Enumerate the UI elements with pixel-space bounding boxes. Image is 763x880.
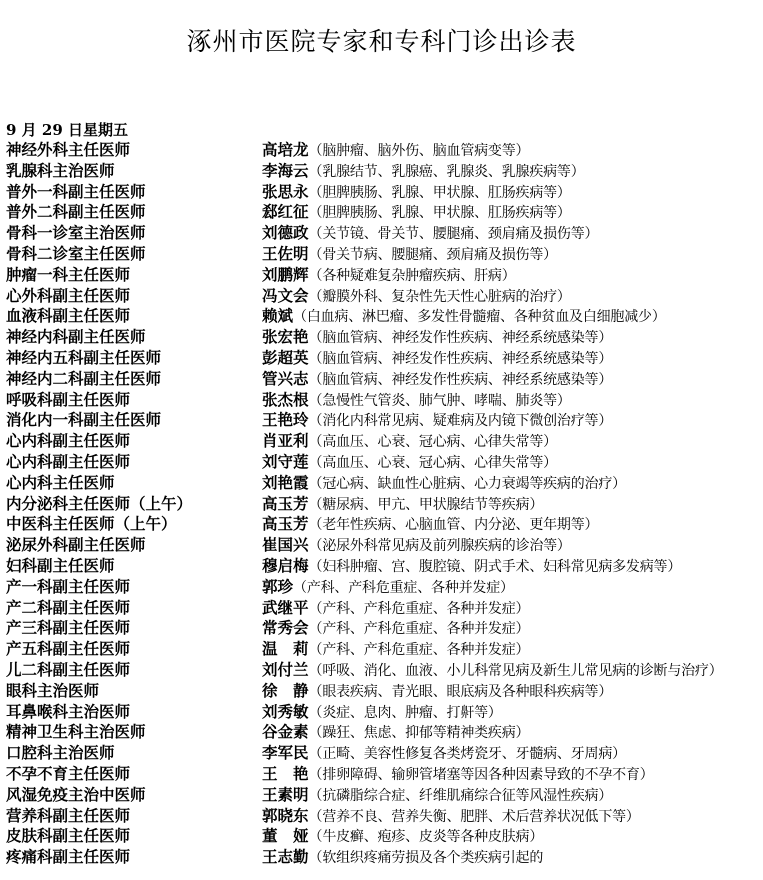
department-title: 眼科主治医师 (6, 680, 100, 700)
doctor-specialty: （牛皮癣、疱疹、皮炎等各种皮肤病） (308, 829, 544, 846)
department-title: 疼痛科副主任医师 (6, 847, 131, 867)
schedule-row (0, 327, 763, 348)
schedule-list (0, 140, 763, 868)
schedule-row (0, 806, 763, 827)
doctor-specialty: （产科、产科危重症、各种并发症） (308, 600, 530, 617)
doctor-entry (262, 182, 571, 204)
doctor-entry (262, 722, 529, 744)
doctor-specialty: （呼吸、消化、血液、小儿科常见病及新生儿常见病的诊断与治疗） (308, 662, 723, 679)
doctor-specialty: （关节镜、骨关节、腰腿痛、颈肩痛及损伤等） (308, 226, 599, 243)
department-title: 肿瘤一科主任医师 (6, 264, 131, 284)
schedule-row (0, 847, 763, 868)
department-title: 骨科二诊室主任医师 (6, 243, 146, 263)
doctor-specialty: （糖尿病、甲亢、甲状腺结节等疾病） (308, 496, 544, 513)
department-title: 神经内科副主任医师 (6, 327, 146, 347)
doctor-name: 谷金素 (262, 722, 309, 742)
department-title: 心内科主任医师 (6, 472, 115, 492)
doctor-specialty: （老年性疾病、心脑血管、内分泌、更年期等） (308, 517, 599, 534)
doctor-specialty: （产科、产科危重症、各种并发症） (293, 579, 514, 596)
schedule-row (0, 556, 763, 577)
department-title: 口腔科主治医师 (6, 743, 115, 763)
doctor-specialty: （胆脾胰肠、乳腺、甲状腺、肛肠疾病等） (308, 205, 571, 222)
doctor-entry (262, 514, 598, 536)
department-title: 普外一科副主任医师 (6, 181, 146, 201)
doctor-name: 张思永 (262, 181, 309, 201)
department-title: 产五科副主任医师 (6, 639, 131, 659)
department-title: 乳腺科主治医师 (6, 160, 115, 180)
doctor-name: 郭珍 (262, 576, 294, 596)
schedule-row (0, 390, 763, 411)
doctor-entry (262, 327, 612, 349)
doctor-entry (262, 202, 571, 224)
doctor-entry (262, 577, 514, 599)
doctor-specialty: （软组织疼痛劳损及各个类疾病引起的 (308, 850, 544, 867)
doctor-entry (262, 639, 529, 661)
doctor-name: 穆启梅 (262, 555, 309, 575)
schedule-row (0, 431, 763, 452)
doctor-name: 常秀会 (262, 618, 309, 638)
schedule-row (0, 265, 763, 286)
schedule-row (0, 722, 763, 743)
department-title: 血液科副主任医师 (6, 306, 131, 326)
doctor-entry (262, 598, 529, 620)
doctor-specialty: （乳腺结节、乳腺癌、乳腺炎、乳腺疾病等） (308, 163, 585, 180)
schedule-date: 9 月 29 日星期五 (6, 121, 128, 139)
schedule-row (0, 494, 763, 515)
doctor-entry (262, 785, 612, 807)
doctor-name: 刘艳霞 (262, 472, 309, 492)
schedule-row (0, 618, 763, 639)
doctor-specialty: （各种疑难复杂肿瘤疾病、肝病） (308, 267, 516, 284)
doctor-entry (262, 702, 502, 724)
doctor-entry (262, 431, 557, 453)
doctor-entry (262, 743, 626, 765)
doctor-name: 高玉芳 (262, 493, 309, 513)
schedule-row (0, 535, 763, 556)
doctor-entry (262, 556, 681, 578)
schedule-row (0, 598, 763, 619)
schedule-row (0, 681, 763, 702)
department-title: 儿二科副主任医师 (6, 659, 131, 679)
doctor-specialty: （骨关节病、腰腿痛、颈肩痛及损伤等） (308, 246, 557, 263)
doctor-specialty: （高血压、心衰、冠心病、心律失常等） (308, 454, 557, 471)
doctor-name: 崔国兴 (262, 535, 309, 555)
doctor-name: 管兴志 (262, 368, 309, 388)
schedule-row (0, 202, 763, 223)
schedule-row (0, 764, 763, 785)
doctor-specialty: （脑血管病、神经发作性疾病、神经系统感染等） (308, 330, 613, 347)
schedule-row (0, 348, 763, 369)
doctor-entry (262, 369, 612, 391)
doctor-name: 赖斌 (262, 306, 294, 326)
schedule-row (0, 514, 763, 535)
department-title: 心内科副主任医师 (6, 451, 131, 471)
department-title: 心外科副主任医师 (6, 285, 131, 305)
doctor-name: 刘鹏辉 (262, 264, 309, 284)
schedule-row (0, 743, 763, 764)
department-title: 神经外科主任医师 (6, 140, 131, 159)
doctor-entry (262, 265, 516, 287)
doctor-specialty: （脑肿瘤、脑外伤、脑血管病变等） (308, 143, 530, 159)
doctor-name: 王佐明 (262, 243, 309, 263)
department-title: 皮肤科副主任医师 (6, 826, 131, 846)
department-title: 神经内五科副主任医师 (6, 347, 162, 367)
doctor-entry (262, 452, 557, 474)
schedule-row (0, 306, 763, 327)
department-title: 精神卫生科主治医师 (6, 722, 146, 742)
schedule-row (0, 140, 763, 161)
doctor-name: 张宏艳 (262, 327, 309, 347)
doctor-name: 王志勤 (262, 847, 309, 867)
doctor-name: 王 艳 (262, 763, 309, 783)
doctor-name: 李军民 (262, 743, 309, 763)
schedule-row (0, 639, 763, 660)
doctor-specialty: （冠心病、缺血性心脏病、心力衰竭等疾病的治疗） (308, 475, 626, 492)
schedule-row (0, 577, 763, 598)
doctor-entry (262, 140, 529, 162)
doctor-entry (262, 681, 612, 703)
doctor-name: 郭晓东 (262, 805, 309, 825)
doctor-name: 郄红征 (262, 202, 309, 222)
doctor-specialty: （躁狂、焦虑、抑郁等精神类疾病） (308, 725, 530, 742)
doctor-specialty: （胆脾胰肠、乳腺、甲状腺、肛肠疾病等） (308, 184, 571, 201)
doctor-entry (262, 223, 598, 245)
doctor-specialty: （泌尿外科常见病及前列腺疾病的诊治等） (308, 538, 571, 555)
doctor-name: 董 娅 (262, 826, 309, 846)
doctor-entry (262, 764, 654, 786)
doctor-specialty: （排卵障碍、输卵管堵塞等因各种因素导致的不孕不育） (308, 766, 654, 783)
schedule-row (0, 161, 763, 182)
department-title: 消化内一科副主任医师 (6, 410, 162, 430)
doctor-specialty: （脑血管病、神经发作性疾病、神经系统感染等） (308, 371, 613, 388)
doctor-specialty: （产科、产科危重症、各种并发症） (308, 642, 530, 659)
department-title: 泌尿外科副主任医师 (6, 535, 146, 555)
doctor-entry (262, 473, 626, 495)
schedule-row (0, 369, 763, 390)
department-title: 产三科副主任医师 (6, 618, 131, 638)
doctor-specialty: （高血压、心衰、冠心病、心律失常等） (308, 434, 557, 451)
schedule-row (0, 660, 763, 681)
schedule-row (0, 452, 763, 473)
page-title: 涿州市医院专家和专科门诊出诊表 (186, 27, 577, 56)
department-title: 骨科一诊室主治医师 (6, 223, 146, 243)
department-title: 风湿免疫主治中医师 (6, 784, 146, 804)
doctor-entry (262, 618, 529, 640)
schedule-row (0, 826, 763, 847)
doctor-specialty: （消化内科常见病、疑难病及内镜下微创治疗等） (308, 413, 613, 430)
department-title: 呼吸科副主任医师 (6, 389, 131, 409)
doctor-entry (262, 410, 612, 432)
schedule-row (0, 244, 763, 265)
doctor-name: 冯文会 (262, 285, 309, 305)
doctor-specialty: （正畸、美容性修复各类烤瓷牙、牙髓病、牙周病） (308, 746, 626, 763)
doctor-entry (262, 660, 723, 682)
doctor-name: 徐 静 (262, 680, 309, 700)
doctor-name: 张杰根 (262, 389, 309, 409)
schedule-row (0, 410, 763, 431)
doctor-entry (262, 847, 543, 869)
doctor-name: 高玉芳 (262, 514, 309, 534)
department-title: 中医科主任医师（上午） (6, 514, 177, 534)
doctor-entry (262, 244, 557, 266)
doctor-entry (262, 286, 571, 308)
doctor-specialty: （脑血管病、神经发作性疾病、神经系统感染等） (308, 350, 613, 367)
doctor-name: 刘付兰 (262, 659, 309, 679)
doctor-name: 刘秀敏 (262, 701, 309, 721)
schedule-row (0, 223, 763, 244)
doctor-name: 刘守莲 (262, 451, 309, 471)
doctor-entry (262, 826, 543, 848)
doctor-name: 肖亚利 (262, 431, 309, 451)
department-title: 营养科副主任医师 (6, 805, 131, 825)
doctor-specialty: （产科、产科危重症、各种并发症） (308, 621, 530, 638)
department-title: 不孕不育主任医师 (6, 763, 131, 783)
doctor-entry (262, 306, 666, 328)
doctor-name: 李海云 (262, 160, 309, 180)
doctor-specialty: （抗磷脂综合症、纤维肌痛综合征等风湿性疾病） (308, 787, 613, 804)
doctor-name: 刘德政 (262, 223, 309, 243)
doctor-name: 高培龙 (262, 140, 309, 159)
doctor-entry (262, 348, 612, 370)
department-title: 产二科副主任医师 (6, 597, 131, 617)
schedule-row (0, 785, 763, 806)
doctor-specialty: （营养不良、营养失衡、肥胖、术后营养状况低下等） (308, 808, 640, 825)
doctor-specialty: （急慢性气管炎、肺气肿、哮喘、肺炎等） (308, 392, 571, 409)
department-title: 产一科副主任医师 (6, 576, 131, 596)
schedule-row (0, 182, 763, 203)
doctor-name: 王艳玲 (262, 410, 309, 430)
doctor-name: 温 莉 (262, 639, 309, 659)
department-title: 内分泌科主任医师（上午） (6, 493, 193, 513)
doctor-name: 彭超英 (262, 347, 309, 367)
doctor-name: 王素明 (262, 784, 309, 804)
doctor-specialty: （妇科肿瘤、宫、腹腔镜、阴式手术、妇科常见病多发病等） (308, 558, 682, 575)
doctor-specialty: （眼表疾病、青光眼、眼底病及各种眼科疾病等） (308, 683, 613, 700)
doctor-specialty: （炎症、息肉、肿瘤、打鼾等） (308, 704, 502, 721)
department-title: 心内科副主任医师 (6, 431, 131, 451)
doctor-entry (262, 390, 571, 412)
schedule-row (0, 286, 763, 307)
doctor-specialty: （瓣膜外科、复杂性先天性心脏病的治疗） (308, 288, 571, 305)
doctor-entry (262, 161, 585, 183)
department-title: 耳鼻喉科主治医师 (6, 701, 131, 721)
department-title: 妇科副主任医师 (6, 555, 115, 575)
doctor-entry (262, 494, 543, 516)
doctor-entry (262, 806, 640, 828)
doctor-specialty: （白血病、淋巴瘤、多发性骨髓瘤、各种贫血及白细胞减少） (293, 309, 666, 326)
department-title: 普外二科副主任医师 (6, 202, 146, 222)
doctor-entry (262, 535, 571, 557)
schedule-row (0, 473, 763, 494)
schedule-row (0, 702, 763, 723)
department-title: 神经内二科副主任医师 (6, 368, 162, 388)
doctor-name: 武继平 (262, 597, 309, 617)
